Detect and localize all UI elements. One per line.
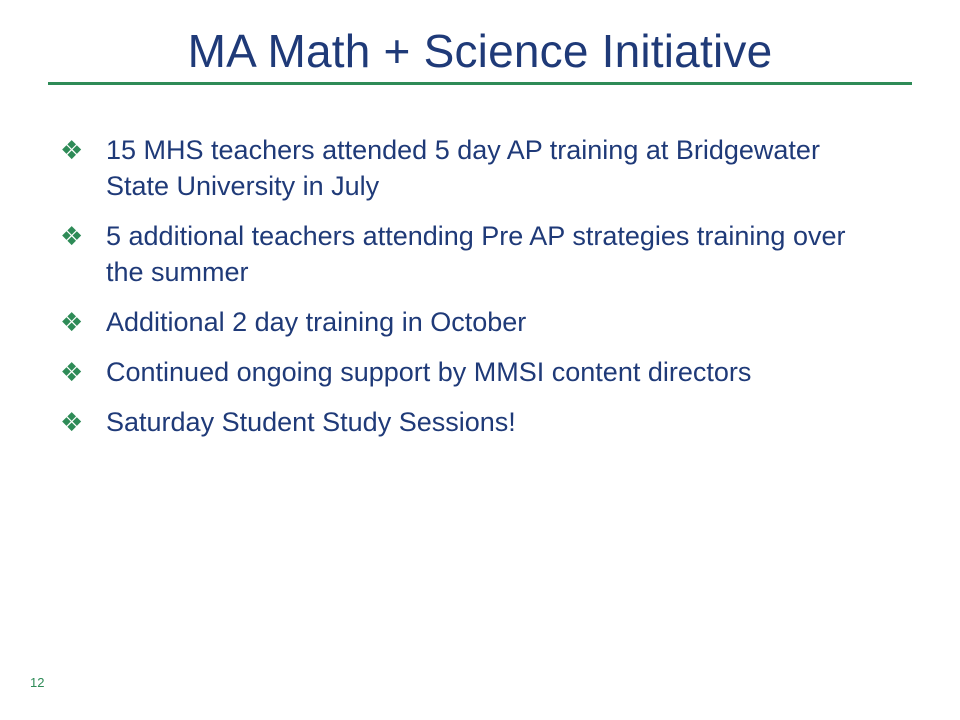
bullet-text: 5 additional teachers attending Pre AP strategies training over the summer: [106, 221, 846, 287]
diamond-bullet-icon: ❖: [60, 221, 84, 251]
slide-title: MA Math + Science Initiative: [187, 25, 773, 77]
bullet-text: Additional 2 day training in October: [106, 307, 527, 337]
bullet-item: [60, 404, 890, 440]
bullet-item: [60, 132, 890, 204]
bullet-item: [60, 304, 890, 340]
page-number: 12: [30, 675, 45, 690]
bullet-item: [60, 218, 890, 290]
diamond-bullet-icon: ❖: [60, 135, 84, 165]
diamond-bullet-icon: ❖: [60, 307, 84, 337]
bullet-list: [60, 132, 890, 454]
bullet-text: 15 MHS teachers attended 5 day AP training at Bridgewater State University in July: [106, 135, 820, 201]
title-underline: [48, 82, 912, 85]
bullet-text: Continued ongoing support by MMSI content directors: [106, 357, 752, 387]
bullet-item: [60, 354, 890, 390]
bullet-text: Saturday Student Study Sessions!: [106, 407, 516, 437]
diamond-bullet-icon: ❖: [60, 407, 84, 437]
diamond-bullet-icon: ❖: [60, 357, 84, 387]
